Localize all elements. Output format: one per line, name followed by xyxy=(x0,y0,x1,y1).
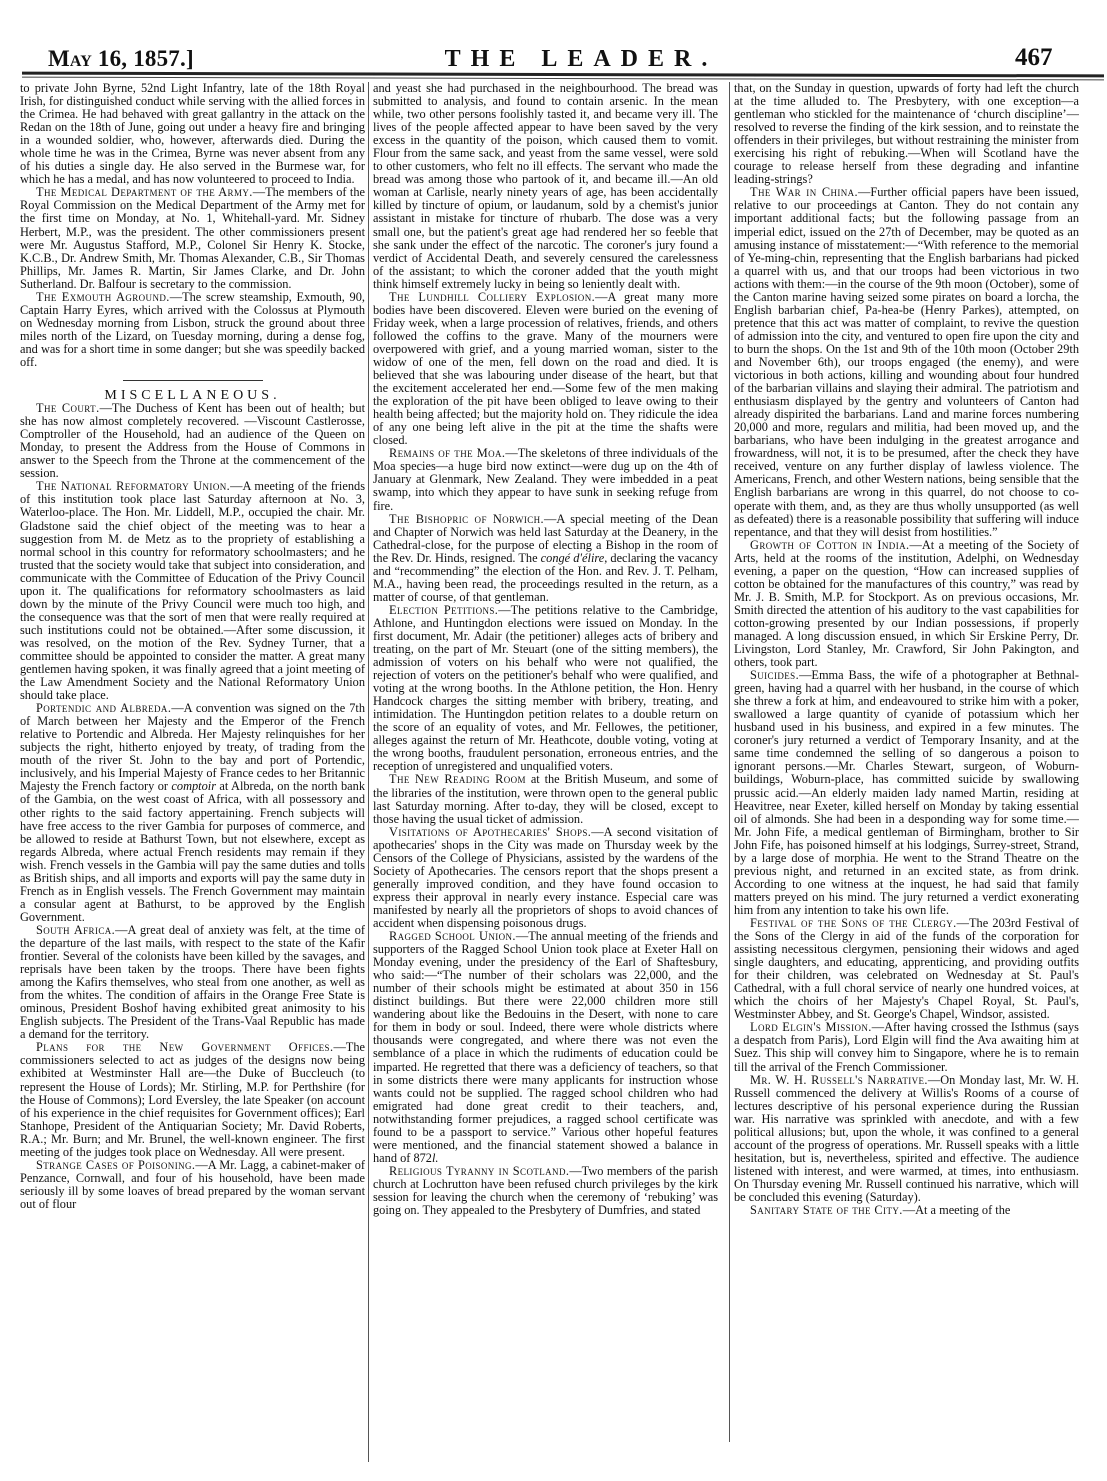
article-heading: Visitations of Apothecaries' Shops. xyxy=(389,824,592,839)
article-heading: Lord Elgin's Mission. xyxy=(750,1020,872,1035)
article-lundhill-colliery: The Lundhill Colliery Explosion.—A great many more bodies have been discovered. Eleven were buried on the evening of Friday week, when a large procession of relatives, friends, and others followed the coffins to the grave. Many of the mourners were overpowered with grief, and a young married woman, sister to the widow of one of the men, fell down on the road and died. It is believed that she was labouring under disease of the heart, but that the excitement accelerated her end.—Some few of the men making the exploration of the pit have been obliged to leave owing to their health being affected; but the majority hold on. They ridicule the idea of any one being left alive in the pit at the time the shafts were closed. xyxy=(373,289,718,448)
column-3 xyxy=(734,82,1079,1472)
article-heading: Plans for the New Government Offices. xyxy=(36,1040,334,1055)
article-moa-remains: Remains of the Moa.—The skeletons of three individuals of the Moa species—a huge bird now extinct—were dug up on the 4th of January at Glenmark, New Zealand. They were imbedded in a peat swamp, into which they appear to have sunk in seeking refuge from fire. xyxy=(373,446,718,513)
article-columns xyxy=(20,82,1105,1472)
article-heading: Sanitary State of the City. xyxy=(750,1203,903,1218)
article-exmouth-aground: The Exmouth Aground.—The screw steamship, Exmouth, 90, Captain Harry Eyres, which arrived with the Colossus at Plymouth on Wednesday morning from Lisbon, struck the ground about three miles north of the Lizard, on Tuesday morning, during a dense fog, and was for a short time in some danger; but she was speedily backed off. xyxy=(20,289,365,369)
article-religious-tyranny: Religious Tyranny in Scotland.—Two members of the parish church at Lochrutton have been refused church privileges by the kirk session for leaving the church when the ceremony of ‘rebuking’ was going on. They appealed to the Presbytery of Dumfries, and stated xyxy=(373,1163,718,1218)
issue-date: May 16, 1857.] xyxy=(48,46,194,71)
article-election-petitions: Election Petitions.—The petitions relative to the Cambridge, Athlone, and Huntingdon elections were issued on Monday. In the first document, Mr. Adair (the petitioner) alleges acts of bribery and treating, on the part of Mr. Steuart (one of the sitting members), the admission of voters on his behalf who were not qualified, the rejection of voters on the petitioner's behalf who were qualified, and voting at the wrong booths. In the Athlone petition, the Hon. Henry Handcock charges the sitting member with bribery, treating, and intimidation. The Huntingdon petition relates to a double return on the score of an equality of votes, and Mr. Fellowes, the petitioner, alleges against the return of Mr. Heathcote, double voting, voting at the wrong booths, fraudulent personation, erroneous entries, and the reception of unregistered and unqualified voters. xyxy=(373,602,718,774)
column-divider xyxy=(368,82,369,1462)
section-divider xyxy=(123,380,263,381)
article-heading: The Medical Department of the Army. xyxy=(36,185,253,200)
article-apothecaries: Visitations of Apothecaries' Shops.—A second visitation of apothecaries' shops in the City was made on Thursday week by the Censors of the College of Physicians, assisted by the wardens of the Society of Apothecaries. The censors report that the shops present a generally improved condition, and they have found occasion to express their approval in nearly every instance. Especial care was manifested by nearly all the proprietors of shops to avoid chances of accident when dispensing poisonous drugs. xyxy=(373,824,718,930)
article-portendic-albreda: Portendic and Albreda.—A convention was signed on the 7th of March between her Majesty and the Emperor of the French relative to Portendic and Albreda. Her Majesty relinquishes for her subjects the right, hitherto enjoyed by treaty, of trading from the mouth of the river St. John to the bay and port of Portendic, inclusively, and his Imperial Majesty of France cedes to her Britannic Majesty the French factory or comptoir at Albreda, on the north bank of the Gambia, on the west coast of Africa, with all possessory and other rights to the said factory appertaining. French subjects will have free access to the river Gambia for purposes of commerce, and be allowed to reside at Bathurst Town, but not elsewhere, except as regards Albreda, where actual French residents may remain if they wish. French vessels in the Gambia will pay the same duties and tolls as British ships, and all imports and exports will pay the same duty in French as in English vessels. The French Government may maintain a consular agent at Bathurst, to be approved by the English Government. xyxy=(20,701,365,924)
article-continuation: and yeast she had purchased in the neighbourhood. The bread was submitted to analysis, and found to contain arsenic. In the mean while, two other persons foolishly tasted it, and became very ill. The lives of the people affected appear to have been saved by the very excess in the quantity of the poison, which caused them to vomit. Flour from the same sack, and yeast from the same vessel, were sold to other customers, who felt no ill effects. The servant who made the bread was among those who partook of it, and became ill.—An old woman at Carlisle, nearly ninety years of age, has been accidentally killed by tincture of opium, or laudanum, sold by a chemist's junior assistant in mistake for tincture of rhubarb. The dose was a very small one, but the patient's great age had rendered her so feeble that she sank under the effect of the narcotic. The coroner's jury found a verdict of Accidental Death, and severely censured the carelessness of the assistant; to which the coroner added that the youth might think himself extremely lucky in being so leniently dealt with. xyxy=(373,82,718,291)
masthead xyxy=(0,0,1107,72)
article-heading: Portendic and Albreda. xyxy=(36,701,172,716)
article-heading: Election Petitions. xyxy=(389,602,499,617)
article-continuation: to private John Byrne, 52nd Light Infantry, late of the 18th Royal Irish, for distinguished conduct while serving with the allied forces in the Crimea. He had behaved with great gallantry in the attack on the Redan on the 18th of June, going out under a heavy fire and bringing in a wounded soldier, who, however, afterwards died. During the whole time he was in the Crimea, Byrne was never absent from any of his duties a single day. He also served in the Burmese war, for which he has a medal, and has now volunteered to proceed to India. xyxy=(20,82,365,187)
article-heading: The Exmouth Aground. xyxy=(36,289,170,304)
article-heading: The Court. xyxy=(36,401,100,416)
article-heading: Festival of the Sons of the Clergy. xyxy=(750,916,957,930)
article-heading: Ragged School Union. xyxy=(389,929,516,944)
article-continuation: that, on the Sunday in question, upwards of forty had left the church at the time alluded to. The Presbytery, with one exception—a gentleman who stickled for the maintenance of ‘church discipline’—resolved to reverse the finding of the kirk session, and to reinstate the offenders in their privileges, but without restraining the minister from exercising his right of rebuking.—When will Scotland have the courage to release herself from these degrading and infantine leading-strings? xyxy=(734,82,1079,187)
article-heading: Strange Cases of Poisoning. xyxy=(36,1157,196,1172)
article-sons-of-clergy: Festival of the Sons of the Clergy.—The 203rd Festival of the Sons of the Clergy in aid of the funds of the corporation for assisting necessitous clergymen, pensioning their widows and aged single daughters, and educating, apprenticing, and providing outfits for their children, was celebrated on Wednesday at St. Paul's Cathedral, with a full choral service of nearly one hundred voices, at which the choirs of her Majesty's Chapel Royal, St. Paul's, Westminster Abbey, and St. George's Chapel, Windsor, assisted. xyxy=(734,916,1079,1022)
article-medical-department: The Medical Department of the Army.—The members of the Royal Commission on the Medical Department of the Army met for the first time on Monday, at No. 1, Whitehall-yard. Mr. Sidney Herbert, M.P., was the president. The other commissioners present were Mr. Augustus Stafford, M.P., Colonel Sir Henry K. Stocke, K.C.B., Dr. Andrew Smith, Mr. Thomas Alexander, C.B., Sir Thomas Phillips, Mr. James R. Martin, Sir James Clarke, and Dr. John Sutherland. Dr. Balfour is secretary to the commission. xyxy=(20,185,365,291)
column-1 xyxy=(20,82,365,1472)
article-heading: The War in China. xyxy=(750,185,859,200)
article-government-offices: Plans for the New Government Offices.—The commissioners selected to act as judges of the designs now being exhibited at Westminster Hall are—the Duke of Buccleuch (to represent the House of Lords); Mr. Stirling, M.P. for Perthshire (for the House of Commons); Lord Eversley, the late Speaker (on account of his experience in the chief requisites for Government offices); Earl Stanhope, President of the Antiquarian Society; Mr. David Roberts, R.A.; Mr. Burn; and Mr. Brunel, the well-known engineer. The first meeting of the judges took place on Wednesday. All were present. xyxy=(20,1040,365,1159)
article-heading: South Africa. xyxy=(36,922,116,937)
newspaper-title: THE LEADER. xyxy=(444,46,718,72)
article-heading: The Bishopric of Norwich. xyxy=(389,511,545,526)
article-heading: The National Reformatory Union. xyxy=(36,479,231,494)
article-south-africa: South Africa.—A great deal of anxiety was felt, at the time of the departure of the last mails, with respect to the state of the Kafir frontier. Several of the colonists have been killed by the savages, and reprisals have been taken by the troops. There have been fights among the Kafirs themselves, who steal from one another, as well as from the whites. The condition of affairs in the Orange Free State is ominous, President Boshof having exhibited great animosity to his English subjects. The President of the Trans-Vaal Republic has made a demand for the territory. xyxy=(20,922,365,1042)
article-sanitary-state: Sanitary State of the City.—At a meeting of the xyxy=(750,1203,1011,1218)
page-number: 467 xyxy=(1015,44,1053,71)
section-title: MISCELLANEOUS. xyxy=(104,388,281,404)
column-divider xyxy=(729,82,730,1442)
article-heading: Suicides. xyxy=(750,668,800,683)
article-the-court: The Court.—The Duchess of Kent has been out of health; but she has now almost completely recovered. —Viscount Castlerosse, Comptroller of the Household, had an audience of the Queen on Monday, to present the Address from the House of Commons in answer to the Speech from the Throne at the commencement of the session. xyxy=(20,401,365,481)
article-cotton-india: Growth of Cotton in India.—At a meeting of the Society of Arts, held at the rooms of the institution, Adelphi, on Wednesday evening, a paper on the question, “How can increased supplies of cotton be obtained for the manufactures of this country,” was read by Mr. J. B. Smith, M.P. for Stockport. As on previous occasions, Mr. Smith directed the attention of his auditory to the vast capabilities for cotton-growing presented by our Indian possessions, if properly managed. A long discussion ensued, in which Sir Erskine Perry, Dr. Livingston, Lord Stanley, Mr. Crawford, Sir John Pakington, and others, took part. xyxy=(734,537,1079,670)
article-reading-room: The New Reading Room at the British Museum, and some of the libraries of the institution, were thrown open to the general public last Saturday morning. After to-day, they will be closed, except to those having the usual ticket of admission. xyxy=(373,772,718,826)
article-heading: Religious Tyranny in Scotland. xyxy=(389,1163,570,1178)
article-russell-narrative: Mr. W. H. Russell's Narrative.—On Monday last, Mr. W. H. Russell commenced the delivery at Willis's Rooms of a course of lectures descriptive of his personal experience during the Russian war. His narrative was sprinkled with anecdote, and with a few political allusions; but, upon the whole, it was confined to a general account of the progress of operations. Mr. Russell speaks with a little hesitation, but is, nevertheless, spirited and effective. The audience listened with interest, and were warmed, at times, into enthusiasm. On Thursday evening Mr. Russell continued his narrative, which will be concluded this evening (Saturday). xyxy=(734,1072,1079,1204)
article-suicides: Suicides.—Emma Bass, the wife of a photographer at Bethnal-green, having had a quarrel with her husband, in the course of which she threw a fork at him, and endeavoured to strike him with a poker, swallowed a large quantity of cyanide of potassium which her husband used in his business, and expired in a few minutes. The coroner's jury returned a verdict of Temporary Insanity, and at the same time condemned the selling of so dangerous a poison to ignorant persons.—Mr. Charles Stewart, surgeon, of Woburn-buildings, Woburn-place, has committed suicide by swallowing prussic acid.—An elderly maiden lady named Martin, residing at Heavitree, near Exeter, killed herself on Monday by taking essential oil of almonds. She had been in a desponding way for some time.—Mr. John Fife, a medical gentleman of Birmingham, brother to Sir John Fife, has poisoned himself at his lodgings, Surrey-street, Strand, by a large dose of morphia. He went to the Strand Theatre on the previous night, and returned in an excited state, as from drink. According to one witness at the inquest, he had said that family matters preyed on his mind. The jury returned a verdict exonerating him from any intention to take his own life. xyxy=(734,668,1079,917)
article-heading: The New Reading Room xyxy=(389,772,526,787)
article-heading: Growth of Cotton in India. xyxy=(750,537,910,552)
article-lord-elgin: Lord Elgin's Mission.—After having crossed the Isthmus (says a despatch from Paris), Lord Elgin will find the Ava awaiting him at Suez. This ship will convey him to Singapore, where he is to remain till the arrival of the French Commissioner. xyxy=(734,1020,1079,1074)
article-war-in-china: The War in China.—Further official papers have been issued, relative to our proceedings at Canton. They do not contain any important additional facts; but the following passage from an imperial edict, issued on the 27th of December, may be quoted as an amusing instance of misstatement:—“With reference to the memorial of Ye-ming-chin, representing that the English barbarians had picked a quarrel with us, and that our troops had been victorious in two actions with them:—in the course of the 9th moon (October), some of the Canton marine having seized some pirates on board a lorcha, the English barbarian chief, Pa-hea-be (Henry Parkes), attempted, on pretence that this act was matter of complaint, to revive the question of admission into the city, and ventured to open fire upon the city and to burn the shops. On the 1st and 9th of the 10th moon (October 29th and November 6th), our troops engaged (the enemy), and were victorious in both actions, killing and wounding about four hundred of the barbarian villains and slaying their admiral. The patriotism and enthusiasm displayed by the gentry and volunteers of Canton had already dispirited the barbarians. Land and marine forces numbering 20,000 and more, regulars and militia, had been moved up, and the barbarians, who have been indulging in the greatest arrogance and frowardness, will not, it is to be presumed, after the check they have received, venture on any further display of lawless violence. The Americans, French, and other Western nations, being sensible that the English barbarians are wrong in this quarrel, do not choose to co-operate with them, and, as they are thus wholly unsupported (as well as defeated) there is a reasonable possibility that suffering will induce repentance, and that they will desist from hostilities.” xyxy=(734,185,1079,539)
article-heading: Remains of the Moa. xyxy=(389,446,506,461)
article-poisoning: Strange Cases of Poisoning.—A Mr. Lagg, a cabinet-maker of Penzance, Cornwall, and four of his household, have been made seriously ill by some loaves of bread prepared by the woman servant out of flour xyxy=(20,1157,365,1211)
article-bishopric-norwich: The Bishopric of Norwich.—A special meeting of the Dean and Chapter of Norwich was held last Saturday at the Deanery, in the Cathedral-close, for the purpose of electing a Bishop in the room of the Rev. Dr. Hinds, resigned. The congé d'élire, declaring the vacancy and “recommending” the election of the Hon. and Rev. J. T. Pelham, M.A., having been read, the proceedings resulted in the return, as a matter of course, of that gentleman. xyxy=(373,511,718,604)
article-heading: Mr. W. H. Russell's Narrative. xyxy=(750,1072,928,1087)
article-ragged-school: Ragged School Union.—The annual meeting of the friends and supporters of the Ragged School Union took place at Exeter Hall on Monday evening, under the presidency of the Earl of Shaftesbury, who said:—“The number of their scholars was 22,000, and the number of their schools might be estimated at about 350 in 156 distinct buildings. But there were 22,000 children more still wandering about like the Bedouins in the Desert, with none to care for them in body or soul. Indeed, there were whole districts where thousands were congregated, and where there was not even the semblance of a place in which the rudiments of education could be imparted. He regretted that there was a deficiency of teachers, so that in some districts there were many applicants for instruction whose wants could not be supplied. The ragged school children who had emigrated had done great credit to their teachers, and, notwithstanding former prejudices, a ragged school certificate was found to be a passport to service.” Various other hopeful features were mentioned, and the financial statement showed a balance in hand of 872l. xyxy=(373,929,718,1165)
column-2 xyxy=(373,82,718,1472)
article-reformatory-union: The National Reformatory Union.—A meeting of the friends of this institution took place last Saturday afternoon at No. 3, Waterloo-place. The Hon. Mr. Liddell, M.P., occupied the chair. Mr. Gladstone said the chief object of the meeting was to hear a suggestion from M. de Metz as to the propriety of establishing a normal school in this country for reformatory schoolmasters; and he trusted that the society would take that subject into consideration, and communicate with the Committee of Education of the Privy Council upon it. The qualifications for reformatory schoolmasters as laid down by the minute of the Privy Council were much too high, and the consequence was that the sort of men that were really required at such institutions could not be obtained.—After some discussion, it was resolved, on the motion of the Rev. Sydney Turner, that a committee should be appointed to consider the matter. A great many gentlemen having spoken, it was finally agreed that a joint meeting of the Law Amendment Society and the National Reformatory Union should take place. xyxy=(20,479,365,703)
article-heading: The Lundhill Colliery Explosion. xyxy=(389,289,596,304)
